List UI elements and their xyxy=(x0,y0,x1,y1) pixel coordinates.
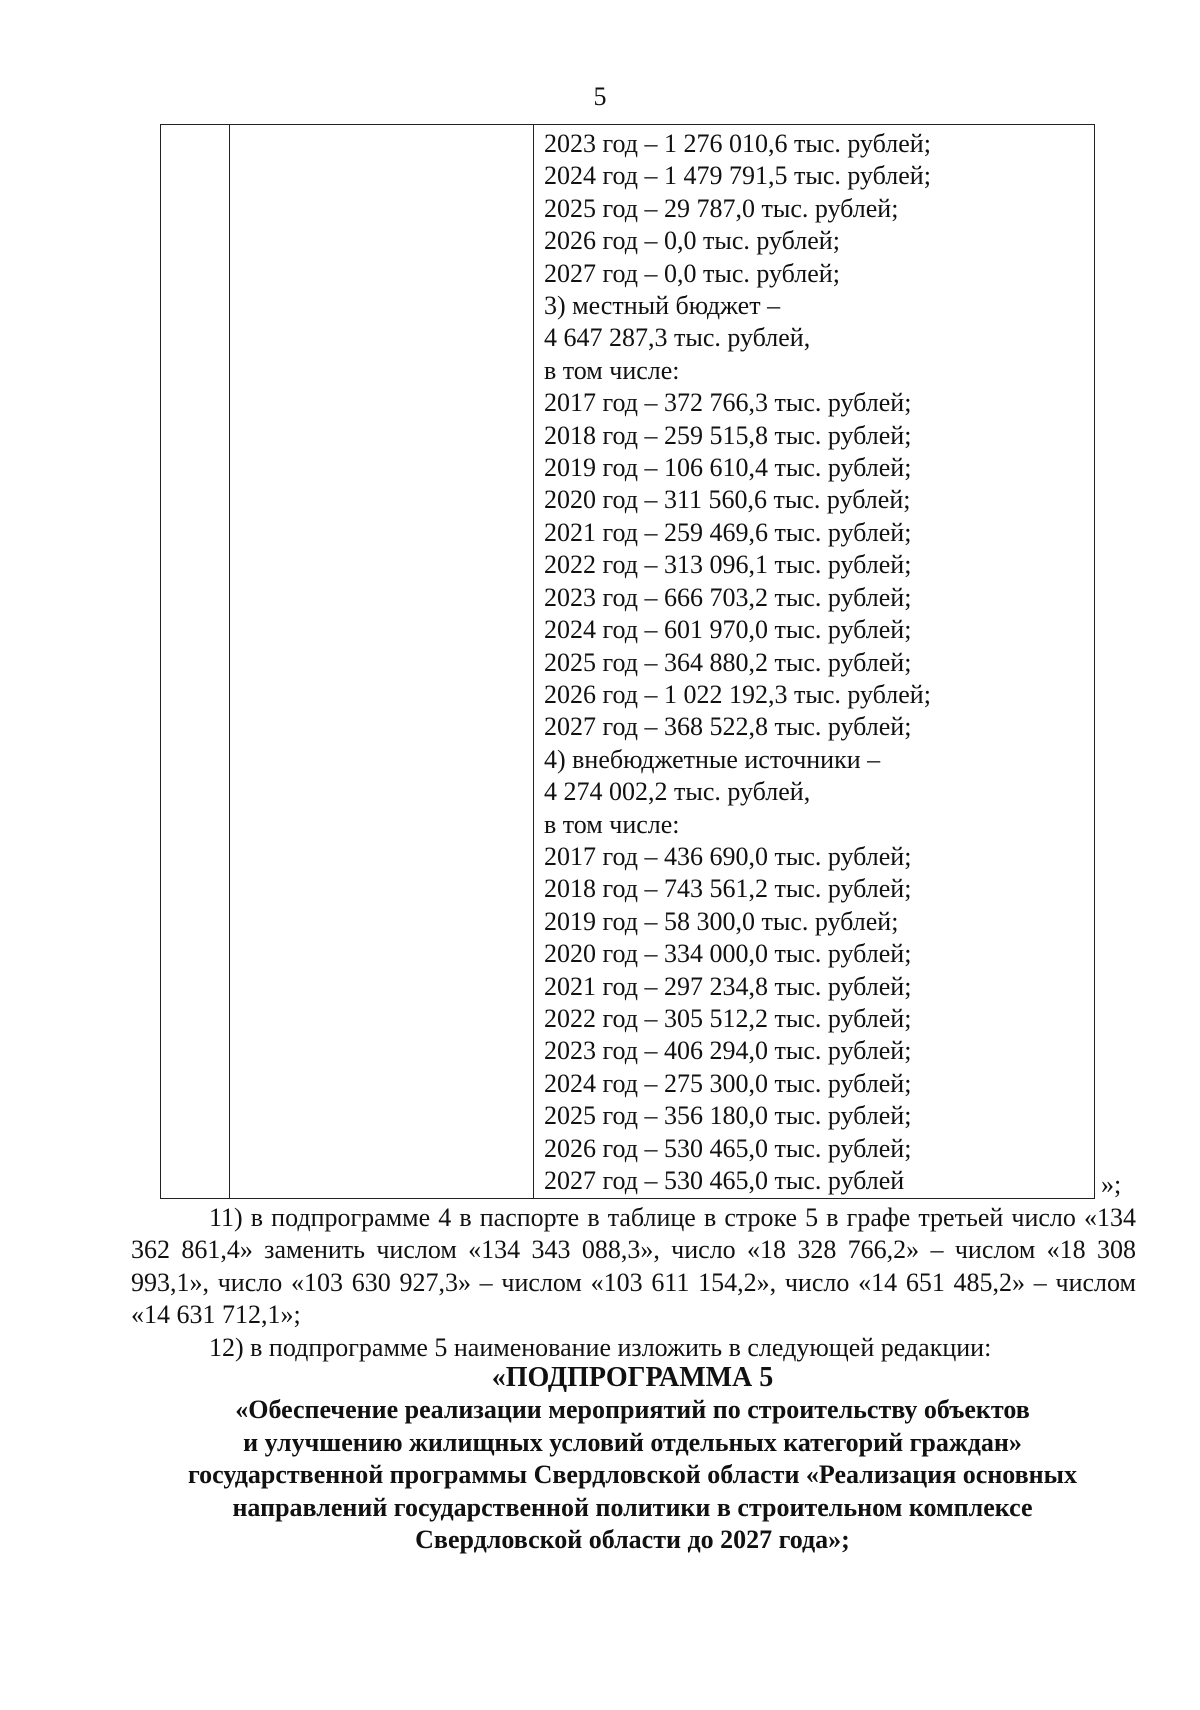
funding-line: 4 274 002,2 тыс. рублей, xyxy=(544,777,811,807)
funding-line: 2025 год – 364 880,2 тыс. рублей; xyxy=(544,647,912,677)
page-number: 5 xyxy=(593,82,607,111)
funding-line: 2022 год – 313 096,1 тыс. рублей; xyxy=(544,550,912,580)
funding-line: 2017 год – 436 690,0 тыс. рублей; xyxy=(544,841,912,871)
funding-line: 3) местный бюджет – xyxy=(544,291,781,321)
heading-line: направлений государственной политики в строительном комплексе xyxy=(232,1492,1033,1522)
funding-line: 2025 год – 29 787,0 тыс. рублей; xyxy=(544,193,899,223)
table-cell-column-2 xyxy=(230,125,534,1199)
paragraph-item-12: 12) в подпрограмме 5 наименование изложить в следующей редакции: xyxy=(209,1332,992,1362)
heading-line: «ПОДПРОГРАММА 5 xyxy=(491,1362,774,1393)
closing-quote-mark: »; xyxy=(1101,1170,1122,1199)
funding-line: 2020 год – 311 560,6 тыс. рублей; xyxy=(544,485,911,515)
heading-line: и улучшению жилищных условий отдельных категорий граждан» xyxy=(243,1427,1022,1457)
funding-line: 2023 год – 1 276 010,6 тыс. рублей; xyxy=(544,129,931,158)
funding-line: 2025 год – 356 180,0 тыс. рублей; xyxy=(544,1101,912,1131)
subprogram-heading xyxy=(120,1362,1145,1556)
funding-line: в том числе: xyxy=(544,355,680,385)
heading-line: Свердловской области до 2027 года»; xyxy=(415,1525,850,1555)
funding-line: 2027 год – 368 522,8 тыс. рублей; xyxy=(544,712,912,742)
table-cell-column-1 xyxy=(161,125,230,1199)
funding-line: 2024 год – 275 300,0 тыс. рублей; xyxy=(544,1068,912,1098)
funding-line: 2023 год – 666 703,2 тыс. рублей; xyxy=(544,582,912,612)
funding-line: 2026 год – 0,0 тыс. рублей; xyxy=(544,226,840,256)
funding-line: в том числе: xyxy=(544,809,680,839)
funding-line: 2019 год – 106 610,4 тыс. рублей; xyxy=(544,453,912,483)
funding-line: 2017 год – 372 766,3 тыс. рублей; xyxy=(544,388,912,418)
funding-line: 2024 год – 601 970,0 тыс. рублей; xyxy=(544,615,912,645)
funding-line: 2019 год – 58 300,0 тыс. рублей; xyxy=(544,906,899,936)
funding-line: 2021 год – 259 469,6 тыс. рублей; xyxy=(544,517,912,547)
heading-line: государственной программы Свердловской области «Реализация основных xyxy=(188,1460,1077,1490)
amendment-text xyxy=(131,1202,1136,1364)
funding-line: 2021 год – 297 234,8 тыс. рублей; xyxy=(544,971,912,1001)
funding-line: 2018 год – 259 515,8 тыс. рублей; xyxy=(544,420,912,450)
paragraph-item-11: 11) в подпрограмме 4 в паспорте в таблице в строке 5 в графе третьей число «134 362 861,4» заменить числом «134 343 088,3», число «18 328 766,2» – числом «18 308 993,1», число «103 630 927,3» – числом «103 611 154,2», число «14 651 485,2» – числом «14 631 712,1»; xyxy=(131,1203,1136,1330)
funding-line: 4 647 287,3 тыс. рублей, xyxy=(544,323,811,353)
funding-line: 4) внебюджетные источники – xyxy=(544,744,881,774)
funding-line: 2022 год – 305 512,2 тыс. рублей; xyxy=(544,1003,912,1033)
funding-line: 2020 год – 334 000,0 тыс. рублей; xyxy=(544,939,912,969)
table-cell-column-3 xyxy=(534,125,1095,1199)
funding-line: 2026 год – 530 465,0 тыс. рублей; xyxy=(544,1133,912,1163)
funding-line: 2018 год – 743 561,2 тыс. рублей; xyxy=(544,874,912,904)
funding-line: 2023 год – 406 294,0 тыс. рублей; xyxy=(544,1036,912,1066)
table-row xyxy=(161,125,1095,1199)
passport-table xyxy=(160,124,1095,1199)
funding-line: 2027 год – 530 465,0 тыс. рублей xyxy=(544,1166,905,1195)
funding-lines xyxy=(544,128,1094,1197)
funding-line: 2027 год – 0,0 тыс. рублей; xyxy=(544,258,840,288)
heading-line: «Обеспечение реализации мероприятий по строительству объектов xyxy=(235,1395,1030,1425)
funding-line: 2026 год – 1 022 192,3 тыс. рублей; xyxy=(544,679,931,709)
funding-line: 2024 год – 1 479 791,5 тыс. рублей; xyxy=(544,161,931,191)
